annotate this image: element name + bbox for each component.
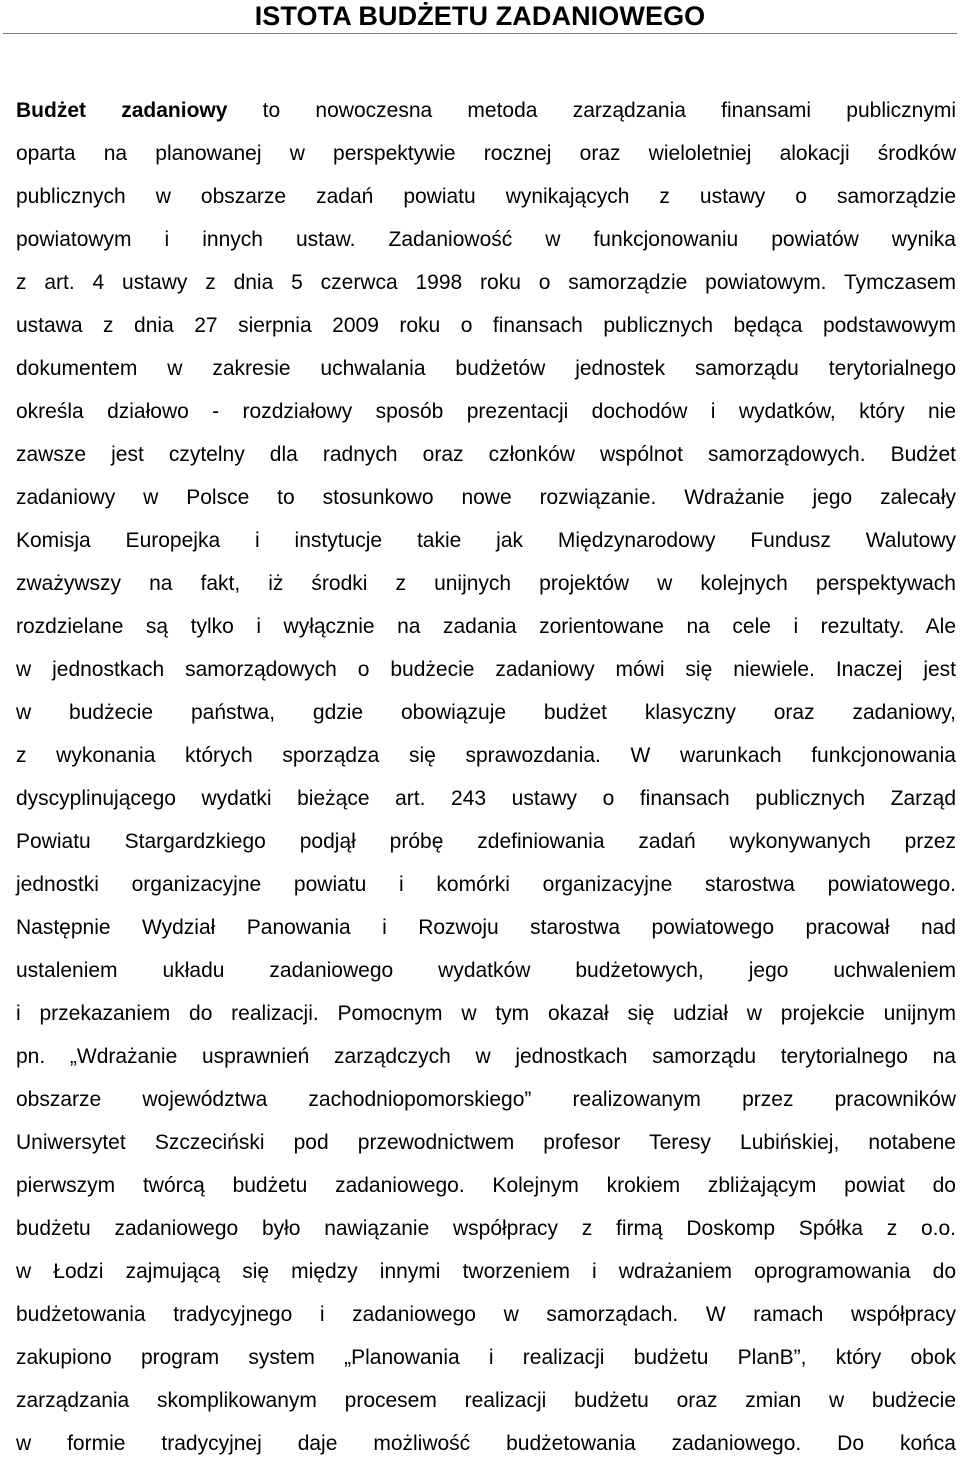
text-line: w jednostkach samorządowych o budżecie zadaniowy mówi się niewiele. Inaczej jest	[16, 658, 956, 681]
text-line: Komisja Europejka i instytucje takie jak Międzynarodowy Fundusz Walutowy	[16, 529, 956, 552]
text-line: w Łodzi zajmującą się między innymi tworzeniem i wdrażaniem oprogramowania do	[16, 1260, 956, 1283]
text-line: ustawa z dnia 27 sierpnia 2009 roku o finansach publicznych będąca podstawowym	[16, 314, 956, 337]
text-line: rozdzielane są tylko i wyłącznie na zadania zorientowane na cele i rezultaty. Ale	[16, 615, 956, 638]
text-line: budżetowania tradycyjnego i zadaniowego w samorządach. W ramach współpracy	[16, 1303, 956, 1326]
text-line: powiatowym i innych ustaw. Zadaniowość w funkcjonowaniu powiatów wynika	[16, 228, 956, 251]
text-line: obszarze województwa zachodniopomorskiego” realizowanym przez pracowników	[16, 1088, 956, 1111]
text-line: zakupiono program system „Planowania i realizacji budżetu PlanB”, który obok	[16, 1346, 956, 1369]
text-line: w formie tradycyjnej daje możliwość budżetowania zadaniowego. Do końca	[16, 1432, 956, 1455]
text-line: zadaniowy w Polsce to stosunkowo nowe rozwiązanie. Wdrażanie jego zalecały	[16, 486, 956, 509]
text-line: i przekazaniem do realizacji. Pomocnym w tym okazał się udział w projekcie unijnym	[16, 1002, 956, 1025]
text-line: zawsze jest czytelny dla radnych oraz członków wspólnot samorządowych. Budżet	[16, 443, 956, 466]
text-line: Uniwersytet Szczeciński pod przewodnictwem profesor Teresy Lubińskiej, notabene	[16, 1131, 956, 1154]
text-line: w budżecie państwa, gdzie obowiązuje budżet klasyczny oraz zadaniowy,	[16, 701, 956, 724]
text-line: pn. „Wdrażanie usprawnień zarządczych w jednostkach samorządu terytorialnego na	[16, 1045, 956, 1068]
text-line: budżetu zadaniowego było nawiązanie współpracy z firmą Doskomp Spółka z o.o.	[16, 1217, 956, 1240]
text-line: określa działowo - rozdziałowy sposób prezentacji dochodów i wydatków, który nie	[16, 400, 956, 423]
text-line: Powiatu Stargardzkiego podjął próbę zdefiniowania zadań wykonywanych przez	[16, 830, 956, 853]
text-line: pierwszym twórcą budżetu zadaniowego. Kolejnym krokiem zbliżającym powiat do	[16, 1174, 956, 1197]
text-line: Następnie Wydział Panowania i Rozwoju starostwa powiatowego pracował nad	[16, 916, 956, 939]
text-line: zarządzania skomplikowanym procesem realizacji budżetu oraz zmian w budżecie	[16, 1389, 956, 1412]
page-title: ISTOTA BUDŻETU ZADANIOWEGO	[254, 1, 706, 31]
text-line: oparta na planowanej w perspektywie rocznej oraz wieloletniej alokacji środków	[16, 142, 956, 165]
text-line-content: to nowoczesna metoda zarządzania finansami publicznymi	[227, 99, 956, 122]
text-line: publicznych w obszarze zadań powiatu wynikających z ustawy o samorządzie	[16, 185, 956, 208]
text-line: z wykonania których sporządza się sprawozdania. W warunkach funkcjonowania	[16, 744, 956, 767]
title-divider	[3, 33, 957, 34]
text-line: z art. 4 ustawy z dnia 5 czerwca 1998 roku o samorządzie powiatowym. Tymczasem	[16, 271, 956, 294]
text-line: dyscyplinującego wydatki bieżące art. 243 ustawy o finansach publicznych Zarząd	[16, 787, 956, 810]
lead-term: Budżet zadaniowy	[16, 99, 228, 122]
text-line: ustaleniem układu zadaniowego wydatków budżetowych, jego uchwaleniem	[16, 959, 956, 982]
text-line	[16, 89, 956, 132]
body-paragraph	[16, 89, 956, 1458]
text-line: jednostki organizacyjne powiatu i komórki organizacyjne starostwa powiatowego.	[16, 873, 956, 896]
text-line: dokumentem w zakresie uchwalania budżetów jednostek samorządu terytorialnego	[16, 357, 956, 380]
text-line: zważywszy na fakt, iż środki z unijnych projektów w kolejnych perspektywach	[16, 572, 956, 595]
